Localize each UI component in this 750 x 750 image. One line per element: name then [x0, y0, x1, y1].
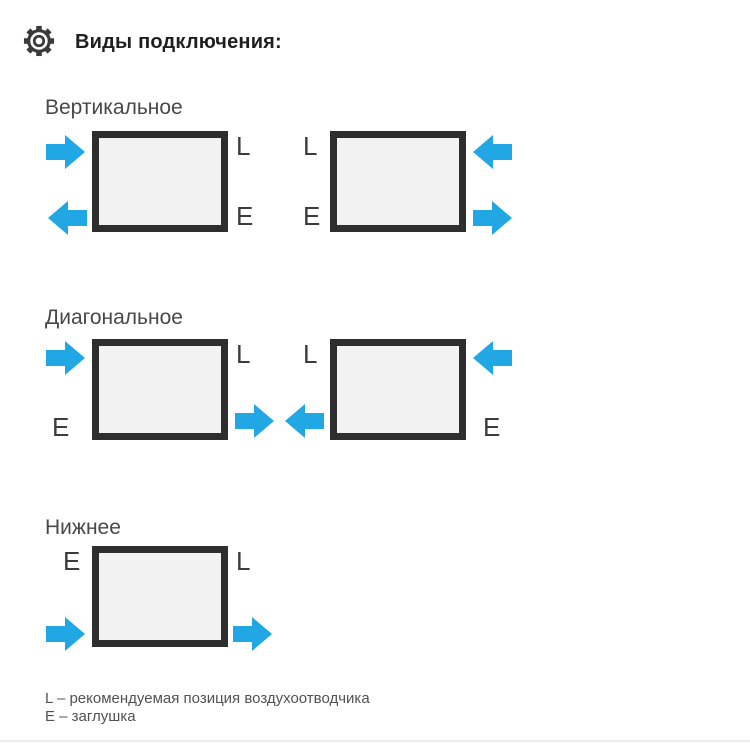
connection-label: L: [236, 546, 251, 576]
bottom-divider: [0, 740, 750, 742]
section-title-vertical: Вертикальное: [45, 96, 183, 119]
gear-icon: [20, 22, 58, 60]
connection-label: E: [236, 201, 254, 231]
connection-label: L: [236, 339, 251, 369]
flow-arrow-left-icon: [285, 404, 324, 438]
page-title: Виды подключения:: [75, 31, 282, 53]
radiator-body: [92, 546, 228, 647]
connection-label: L: [303, 131, 318, 161]
flow-arrow-right-icon: [473, 201, 512, 235]
flow-arrow-right-icon: [233, 617, 272, 651]
section-title-bottom: Нижнее: [45, 516, 121, 539]
legend-line-l: L – рекомендуемая позиция воздухоотводчика: [45, 690, 370, 707]
radiator-body: [92, 339, 228, 440]
connection-label: E: [303, 201, 321, 231]
flow-arrow-right-icon: [235, 404, 274, 438]
connection-label: L: [236, 131, 251, 161]
connection-label: E: [52, 412, 70, 442]
flow-arrow-left-icon: [48, 201, 87, 235]
legend-line-e: E – заглушка: [45, 708, 136, 725]
section-title-diagonal: Диагональное: [45, 306, 183, 329]
flow-arrow-left-icon: [473, 341, 512, 375]
radiator-body: [92, 131, 228, 232]
radiator-body: [330, 131, 466, 232]
connection-label: E: [483, 412, 501, 442]
flow-arrow-left-icon: [473, 135, 512, 169]
flow-arrow-right-icon: [46, 617, 85, 651]
connection-label: E: [63, 546, 81, 576]
connection-label: L: [303, 339, 318, 369]
flow-arrow-right-icon: [46, 135, 85, 169]
radiator-body: [330, 339, 466, 440]
flow-arrow-right-icon: [46, 341, 85, 375]
